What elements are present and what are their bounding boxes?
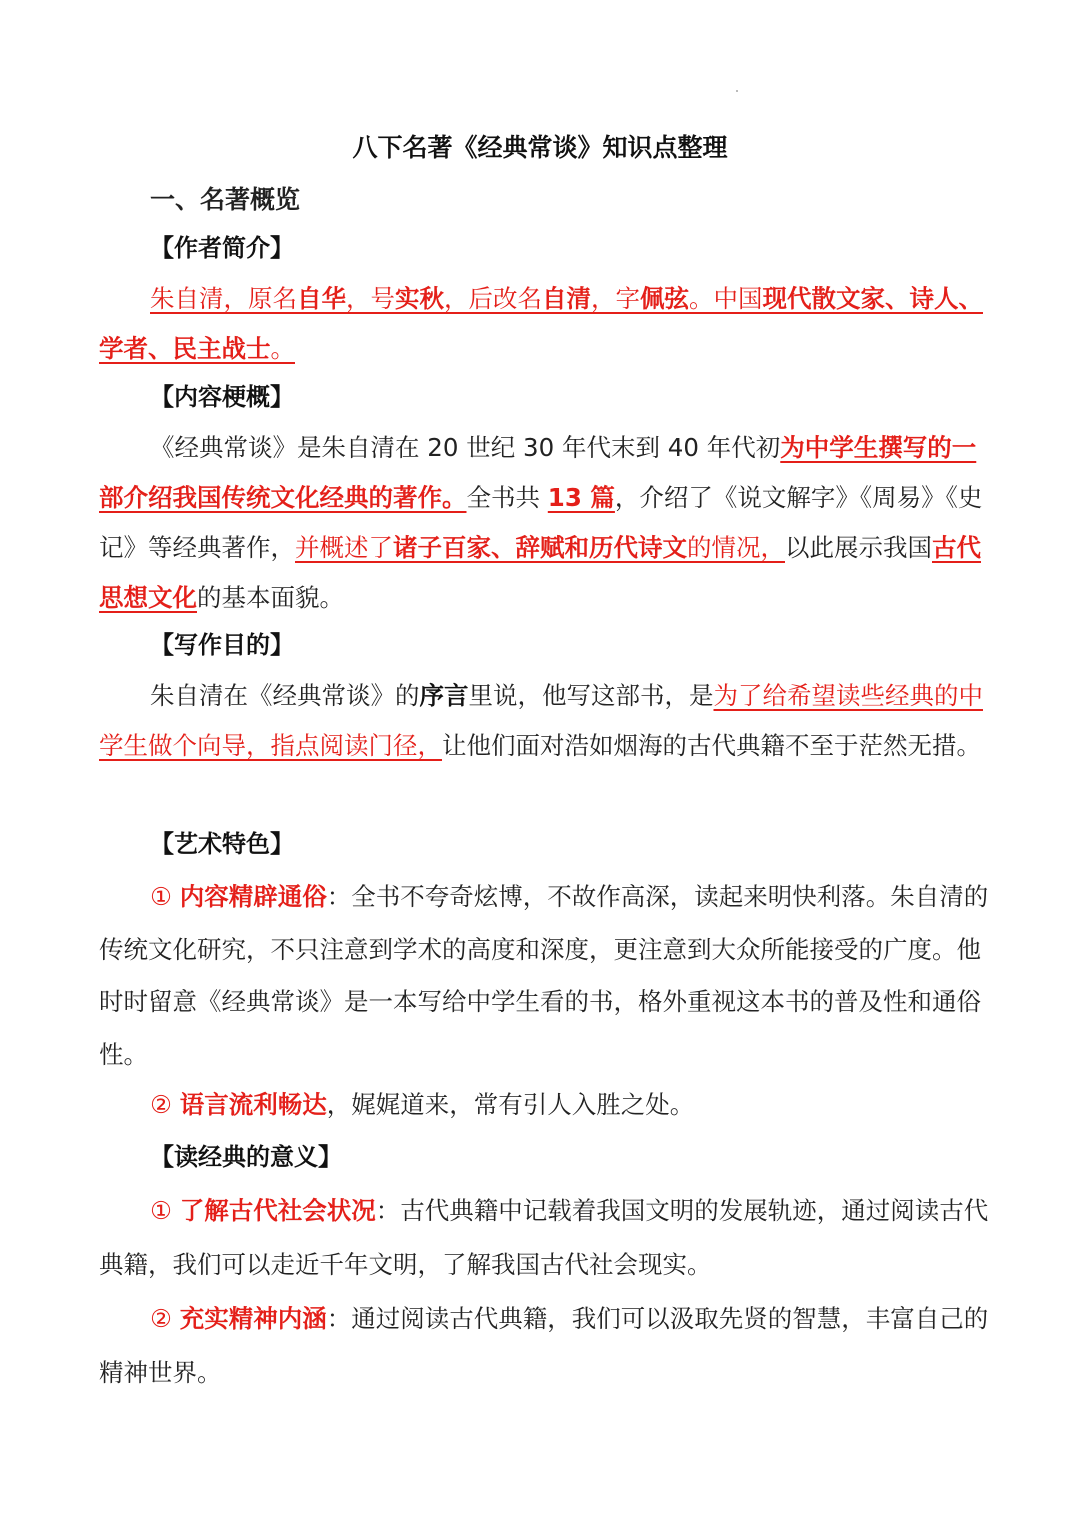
significance-item-1: ① 了解古代社会状况：古代典籍中记载着我国文明的发展轨迹，通过阅读古代典籍，我们可以走近千年文明，了解我国古代社会现实。 — [99, 1196, 989, 1279]
content-summary-paragraph: 《经典常谈》是朱自清在 20 世纪 30 年代末到 40 年代初为中学生撰写的一部介绍我国传统文化经典的著作。全书共 13 篇，介绍了《说文解字》《周易》《史记》等经典著作，并概述了诸子百家、辞赋和历代诗文的情况，以此展示我国古代思想文化的基本面貌。 — [99, 433, 983, 612]
heading-writing-purpose: 【写作目的】 — [150, 631, 294, 659]
heading-content-summary: 【内容梗概】 — [150, 383, 294, 411]
writing-purpose-paragraph: 朱自清在《经典常谈》的序言里说，他写这部书，是为了给希望读些经典的中学生做个向导，指点阅读门径，让他们面对浩如烟海的古代典籍不至于茫然无措。 — [99, 681, 983, 760]
artistic-feature-2: ② 语言流利畅达，娓娓道来，常有引人入胜之处。 — [150, 1090, 695, 1119]
heading-author-intro: 【作者简介】 — [150, 234, 294, 262]
significance-item-2: ② 充实精神内涵：通过阅读古代典籍，我们可以汲取先贤的智慧，丰富自己的精神世界。 — [99, 1304, 989, 1387]
artistic-feature-1: ① 内容精辟通俗：全书不夸奇炫博，不故作高深，读起来明快利落。朱自清的传统文化研究，不只注意到学术的高度和深度，更注意到大众所能接受的广度。他时时留意《经典常谈》是一本写给中学生看的书，格外重视这本书的普及性和通俗性。 — [99, 882, 989, 1069]
scan-speck — [736, 90, 738, 92]
heading-artistic-features: 【艺术特色】 — [150, 830, 294, 858]
section-heading-overview: 一、名著概览 — [150, 185, 301, 214]
heading-reading-significance: 【读经典的意义】 — [150, 1143, 342, 1171]
author-intro-paragraph: 朱自清，原名自华，号实秋，后改名自清，字佩弦。中国现代散文家、诗人、学者、民主战士。 — [99, 284, 983, 363]
document-title: 八下名著《经典常谈》知识点整理 — [352, 133, 728, 162]
